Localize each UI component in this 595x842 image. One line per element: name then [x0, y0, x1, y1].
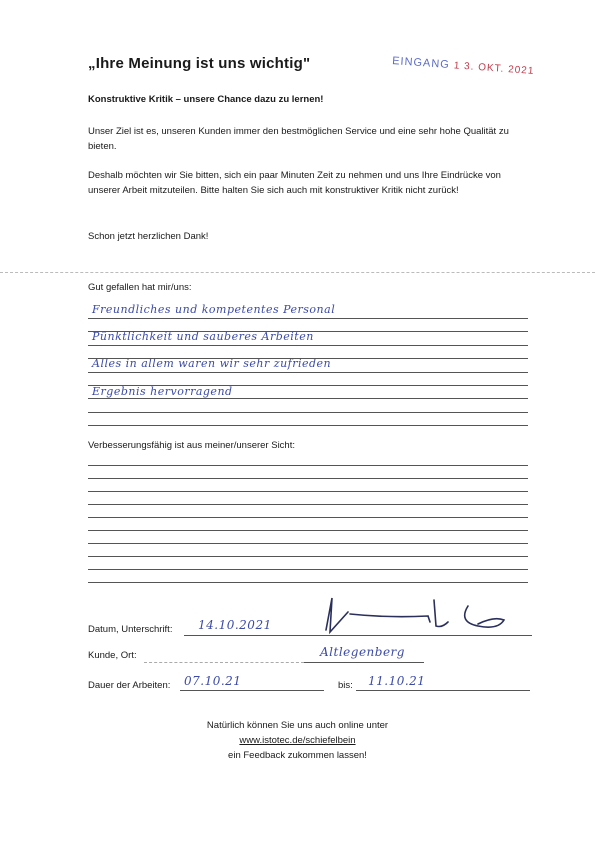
answer-line	[88, 517, 528, 518]
date-signature-label: Datum, Unterschrift:	[88, 624, 173, 635]
duration-label: Dauer der Arbeiten:	[88, 680, 171, 691]
answer-line	[88, 358, 528, 359]
page-subtitle: Konstruktive Kritik – unsere Chance dazu zu lernen!	[88, 94, 324, 105]
stamp-date: 1 3. OKT. 2021	[453, 60, 535, 77]
answer-line	[88, 478, 528, 479]
answer-line	[88, 372, 528, 373]
duration-from-value: 07.10.21	[184, 674, 242, 688]
customer-location-line	[304, 662, 424, 663]
liked-answer-2: Pünktlichkeit und sauberes Arbeiten	[92, 330, 314, 343]
customer-value: Altlegenberg	[320, 645, 405, 659]
duration-to-label: bis:	[338, 680, 353, 691]
answer-line	[88, 331, 528, 332]
liked-answer-1: Freundliches und kompetentes Personal	[92, 303, 336, 316]
answer-line	[88, 530, 528, 531]
answer-line	[88, 569, 528, 570]
answer-line	[88, 465, 528, 466]
answer-line	[88, 543, 528, 544]
received-stamp	[392, 55, 535, 77]
intro-paragraph-2: Deshalb möchten wir Sie bitten, sich ein paar Minuten Zeit zu nehmen und uns Ihre Eindrücke von unserer Arbeit mitzuteilen. Bitte halten Sie sich auch mit konstruktiver Kritik nicht zurück!	[88, 170, 501, 196]
answer-line	[88, 398, 528, 399]
answer-line	[88, 412, 528, 413]
answer-line	[88, 318, 528, 319]
answer-line	[88, 425, 528, 426]
improve-label: Verbesserungsfähig ist aus meiner/unserer Sicht:	[88, 440, 295, 451]
footer-line-2: ein Feedback zukommen lassen!	[228, 750, 367, 761]
answer-line	[88, 582, 528, 583]
footer-line-1: Natürlich können Sie uns auch online unter	[206, 720, 389, 731]
stamp-label: EINGANG	[391, 55, 451, 72]
answer-line	[88, 345, 528, 346]
liked-answer-3: Alles in allem waren wir sehr zufrieden	[92, 357, 332, 370]
liked-answer-4: Ergebnis hervorragend	[92, 385, 233, 398]
answer-line	[88, 556, 528, 557]
duration-to-value: 11.10.21	[368, 674, 426, 688]
intro-paragraph-1: Unser Ziel ist es, unseren Kunden immer den bestmöglichen Service und eine sehr hohe Qualität zu bieten.	[88, 126, 509, 152]
duration-to-line	[356, 690, 530, 691]
intro-paragraph-3: Schon jetzt herzlichen Dank!	[88, 231, 209, 242]
duration-from-line	[180, 690, 324, 691]
customer-line	[144, 662, 304, 663]
answer-line	[88, 385, 528, 386]
liked-label: Gut gefallen hat mir/uns:	[88, 282, 192, 293]
customer-label: Kunde, Ort:	[88, 650, 137, 661]
answer-line	[88, 491, 528, 492]
signature-image	[318, 592, 518, 642]
answer-line	[88, 504, 528, 505]
feedback-link[interactable]: www.istotec.de/schiefelbein	[239, 735, 356, 746]
date-value: 14.10.2021	[198, 618, 272, 632]
section-divider	[0, 272, 595, 273]
page-title: „Ihre Meinung ist uns wichtig"	[88, 55, 311, 72]
